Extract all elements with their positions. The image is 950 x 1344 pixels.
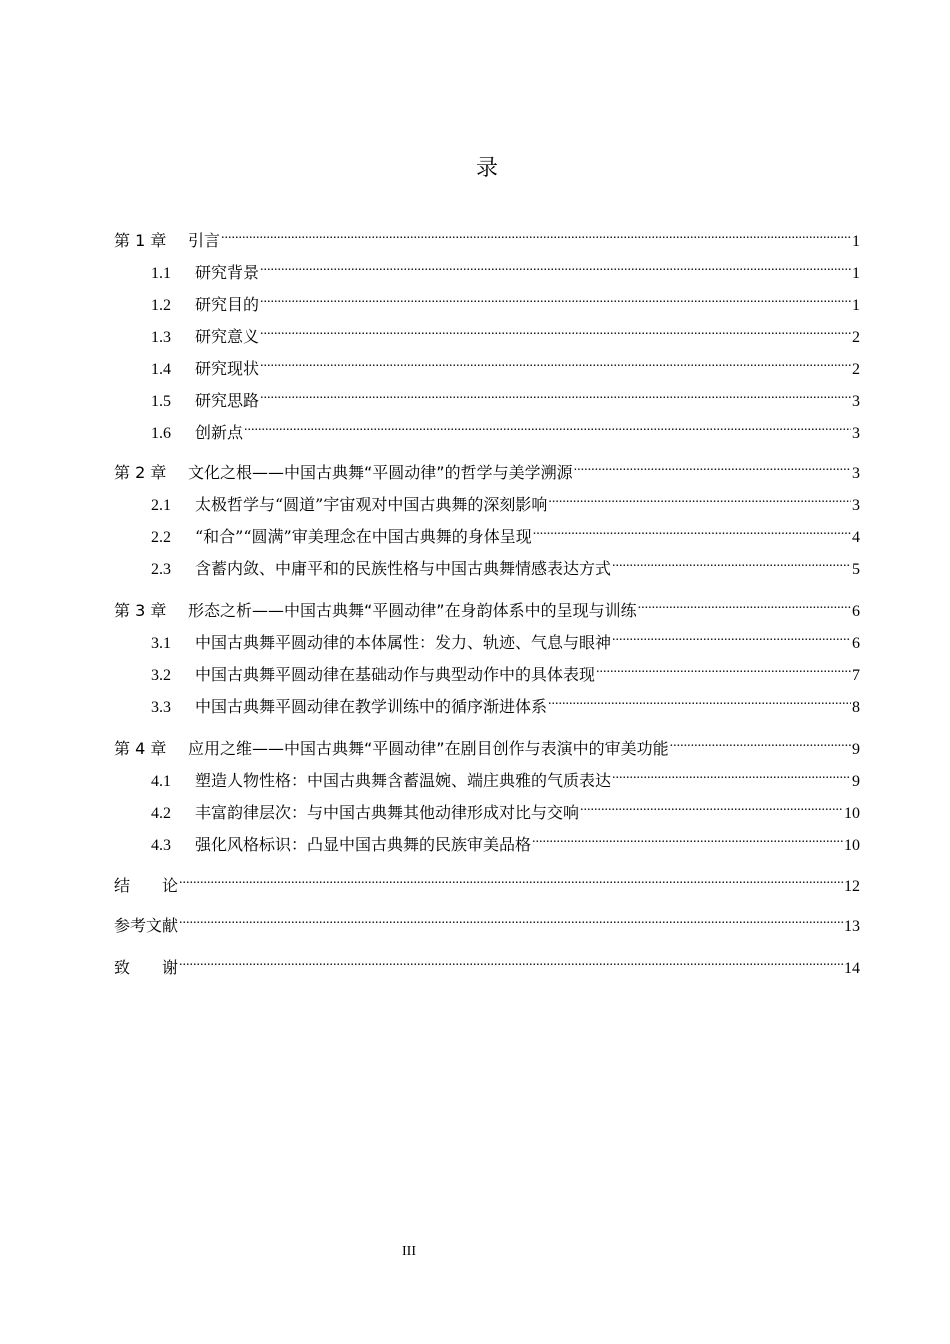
- toc-entry-title: 研究目的: [195, 295, 260, 314]
- toc-entry[interactable]: [114, 907, 860, 935]
- toc-entry-page: 1: [852, 265, 860, 282]
- toc-entry-page: 3: [852, 425, 860, 442]
- toc-entry-number: 1.4: [151, 361, 171, 378]
- toc-entry[interactable]: [151, 550, 860, 578]
- toc-entry-number: 2.1: [151, 497, 171, 514]
- toc-entry[interactable]: [151, 794, 860, 822]
- toc-entry-title: 文化之根——中国古典舞“平圆动律”的哲学与美学溯源: [188, 463, 573, 482]
- dot-leader: [574, 454, 851, 478]
- toc-entry[interactable]: [151, 414, 860, 442]
- toc-entry[interactable]: [151, 826, 860, 854]
- toc-entry-page: 2: [852, 329, 860, 346]
- toc-entry[interactable]: [151, 286, 860, 314]
- toc-entry-title: 引言: [188, 231, 221, 250]
- dot-leader: [260, 286, 851, 310]
- toc-entry-number: 第 2 章: [114, 463, 167, 482]
- toc-entry[interactable]: [151, 382, 860, 410]
- dot-leader: [612, 624, 851, 648]
- dot-leader: [221, 222, 851, 246]
- toc-entry-title: 参考文献: [114, 916, 179, 935]
- toc-entry-page: 10: [844, 805, 860, 822]
- toc-entry-page: 14: [844, 960, 860, 977]
- toc-entry-page: 9: [852, 741, 860, 758]
- dot-leader: [179, 949, 843, 973]
- toc-entry-number: 4.1: [151, 773, 171, 790]
- toc-entry-page: 5: [852, 561, 860, 578]
- toc-entry-page: 6: [852, 635, 860, 652]
- toc-entry[interactable]: [151, 518, 860, 546]
- page-title: 录: [475, 156, 498, 181]
- dot-leader: [612, 762, 851, 786]
- toc-entry-title: 含蓄内敛、中庸平和的民族性格与中国古典舞情感表达方式: [195, 559, 612, 578]
- toc-entry-page: 2: [852, 361, 860, 378]
- toc-entry-page: 13: [844, 918, 860, 935]
- toc-entry-title: 应用之维——中国古典舞“平圆动律”在剧目创作与表演中的审美功能: [188, 739, 669, 758]
- dot-leader: [548, 486, 851, 510]
- dot-leader: [596, 656, 851, 680]
- toc-entry-title: 中国古典舞平圆动律的本体属性：发力、轨迹、气息与眼神: [195, 633, 612, 652]
- toc-entry[interactable]: [151, 624, 860, 652]
- dot-leader: [179, 867, 843, 891]
- toc-entry[interactable]: [151, 486, 860, 514]
- toc-entry[interactable]: [151, 350, 860, 378]
- toc-entry-page: 10: [844, 837, 860, 854]
- toc-entry-title: “和合”“圆满”审美理念在中国古典舞的身体呈现: [195, 527, 532, 546]
- dot-leader: [532, 826, 843, 850]
- toc-entry-title: 致 谢: [114, 958, 179, 977]
- dot-leader: [244, 414, 851, 438]
- toc-entry-number: 4.3: [151, 837, 171, 854]
- toc-entry-page: 1: [852, 297, 860, 314]
- toc-entry-title: 塑造人物性格：中国古典舞含蓄温婉、端庄典雅的气质表达: [195, 771, 612, 790]
- toc-entry-title: 研究现状: [195, 359, 260, 378]
- toc-entry-page: 4: [852, 529, 860, 546]
- dot-leader: [638, 592, 851, 616]
- toc-entry-page: 7: [852, 667, 860, 684]
- toc-entry[interactable]: [114, 592, 860, 620]
- toc-entry-number: 第 4 章: [114, 739, 167, 758]
- toc-entry[interactable]: [114, 454, 860, 482]
- toc-entry-number: 1.3: [151, 329, 171, 346]
- toc-entry-title: 形态之析——中国古典舞“平圆动律”在身韵体系中的呈现与训练: [188, 601, 637, 620]
- toc-entry-number: 3.2: [151, 667, 171, 684]
- toc-entry[interactable]: [151, 688, 860, 716]
- toc-entry-title: 研究思路: [195, 391, 260, 410]
- toc-entry-number: 1.1: [151, 265, 171, 282]
- toc-entry-title: 研究意义: [195, 327, 260, 346]
- toc-entry-number: 3.1: [151, 635, 171, 652]
- toc-entry-page: 3: [852, 393, 860, 410]
- toc-entry-number: 2.2: [151, 529, 171, 546]
- toc-entry[interactable]: [114, 867, 860, 895]
- toc-entry-number: 2.3: [151, 561, 171, 578]
- toc-entry-number: 1.6: [151, 425, 171, 442]
- page-number: III: [402, 1244, 416, 1259]
- toc-entry-page: 3: [852, 465, 860, 482]
- toc-entry-number: 第 1 章: [114, 231, 167, 250]
- toc-entry-number: 3.3: [151, 699, 171, 716]
- toc-entry-page: 3: [852, 497, 860, 514]
- toc-entry-page: 8: [852, 699, 860, 716]
- toc-entry-title: 中国古典舞平圆动律在基础动作与典型动作中的具体表现: [195, 665, 596, 684]
- toc-entry[interactable]: [114, 949, 860, 977]
- toc-entry[interactable]: [151, 254, 860, 282]
- toc-entry-number: 第 3 章: [114, 601, 167, 620]
- toc-entry-title: 中国古典舞平圆动律在教学训练中的循序渐进体系: [195, 697, 548, 716]
- toc-entry-title: 强化风格标识：凸显中国古典舞的民族审美品格: [195, 835, 532, 854]
- dot-leader: [670, 730, 851, 754]
- toc-entry[interactable]: [114, 222, 860, 250]
- dot-leader: [260, 382, 851, 406]
- dot-leader: [580, 794, 843, 818]
- toc-entry-title: 太极哲学与“圆道”宇宙观对中国古典舞的深刻影响: [195, 495, 548, 514]
- toc-entry[interactable]: [151, 656, 860, 684]
- toc-entry-title: 丰富韵律层次：与中国古典舞其他动律形成对比与交响: [195, 803, 580, 822]
- toc-entry-title: 创新点: [195, 423, 244, 442]
- dot-leader: [533, 518, 851, 542]
- toc-entry[interactable]: [114, 730, 860, 758]
- toc-entry-page: 1: [852, 233, 860, 250]
- toc-entry-number: 1.5: [151, 393, 171, 410]
- dot-leader: [548, 688, 851, 712]
- dot-leader: [260, 254, 851, 278]
- toc-entry-number: 1.2: [151, 297, 171, 314]
- dot-leader: [260, 318, 851, 342]
- dot-leader: [612, 550, 851, 574]
- toc-entry-title: 结 论: [114, 876, 179, 895]
- dot-leader: [179, 907, 843, 931]
- toc-entry-page: 12: [844, 878, 860, 895]
- toc-entry-number: 4.2: [151, 805, 171, 822]
- toc-entry[interactable]: [151, 318, 860, 346]
- toc-entry-page: 9: [852, 773, 860, 790]
- toc-entry-title: 研究背景: [195, 263, 260, 282]
- toc-entry[interactable]: [151, 762, 860, 790]
- dot-leader: [260, 350, 851, 374]
- toc-entry-page: 6: [852, 603, 860, 620]
